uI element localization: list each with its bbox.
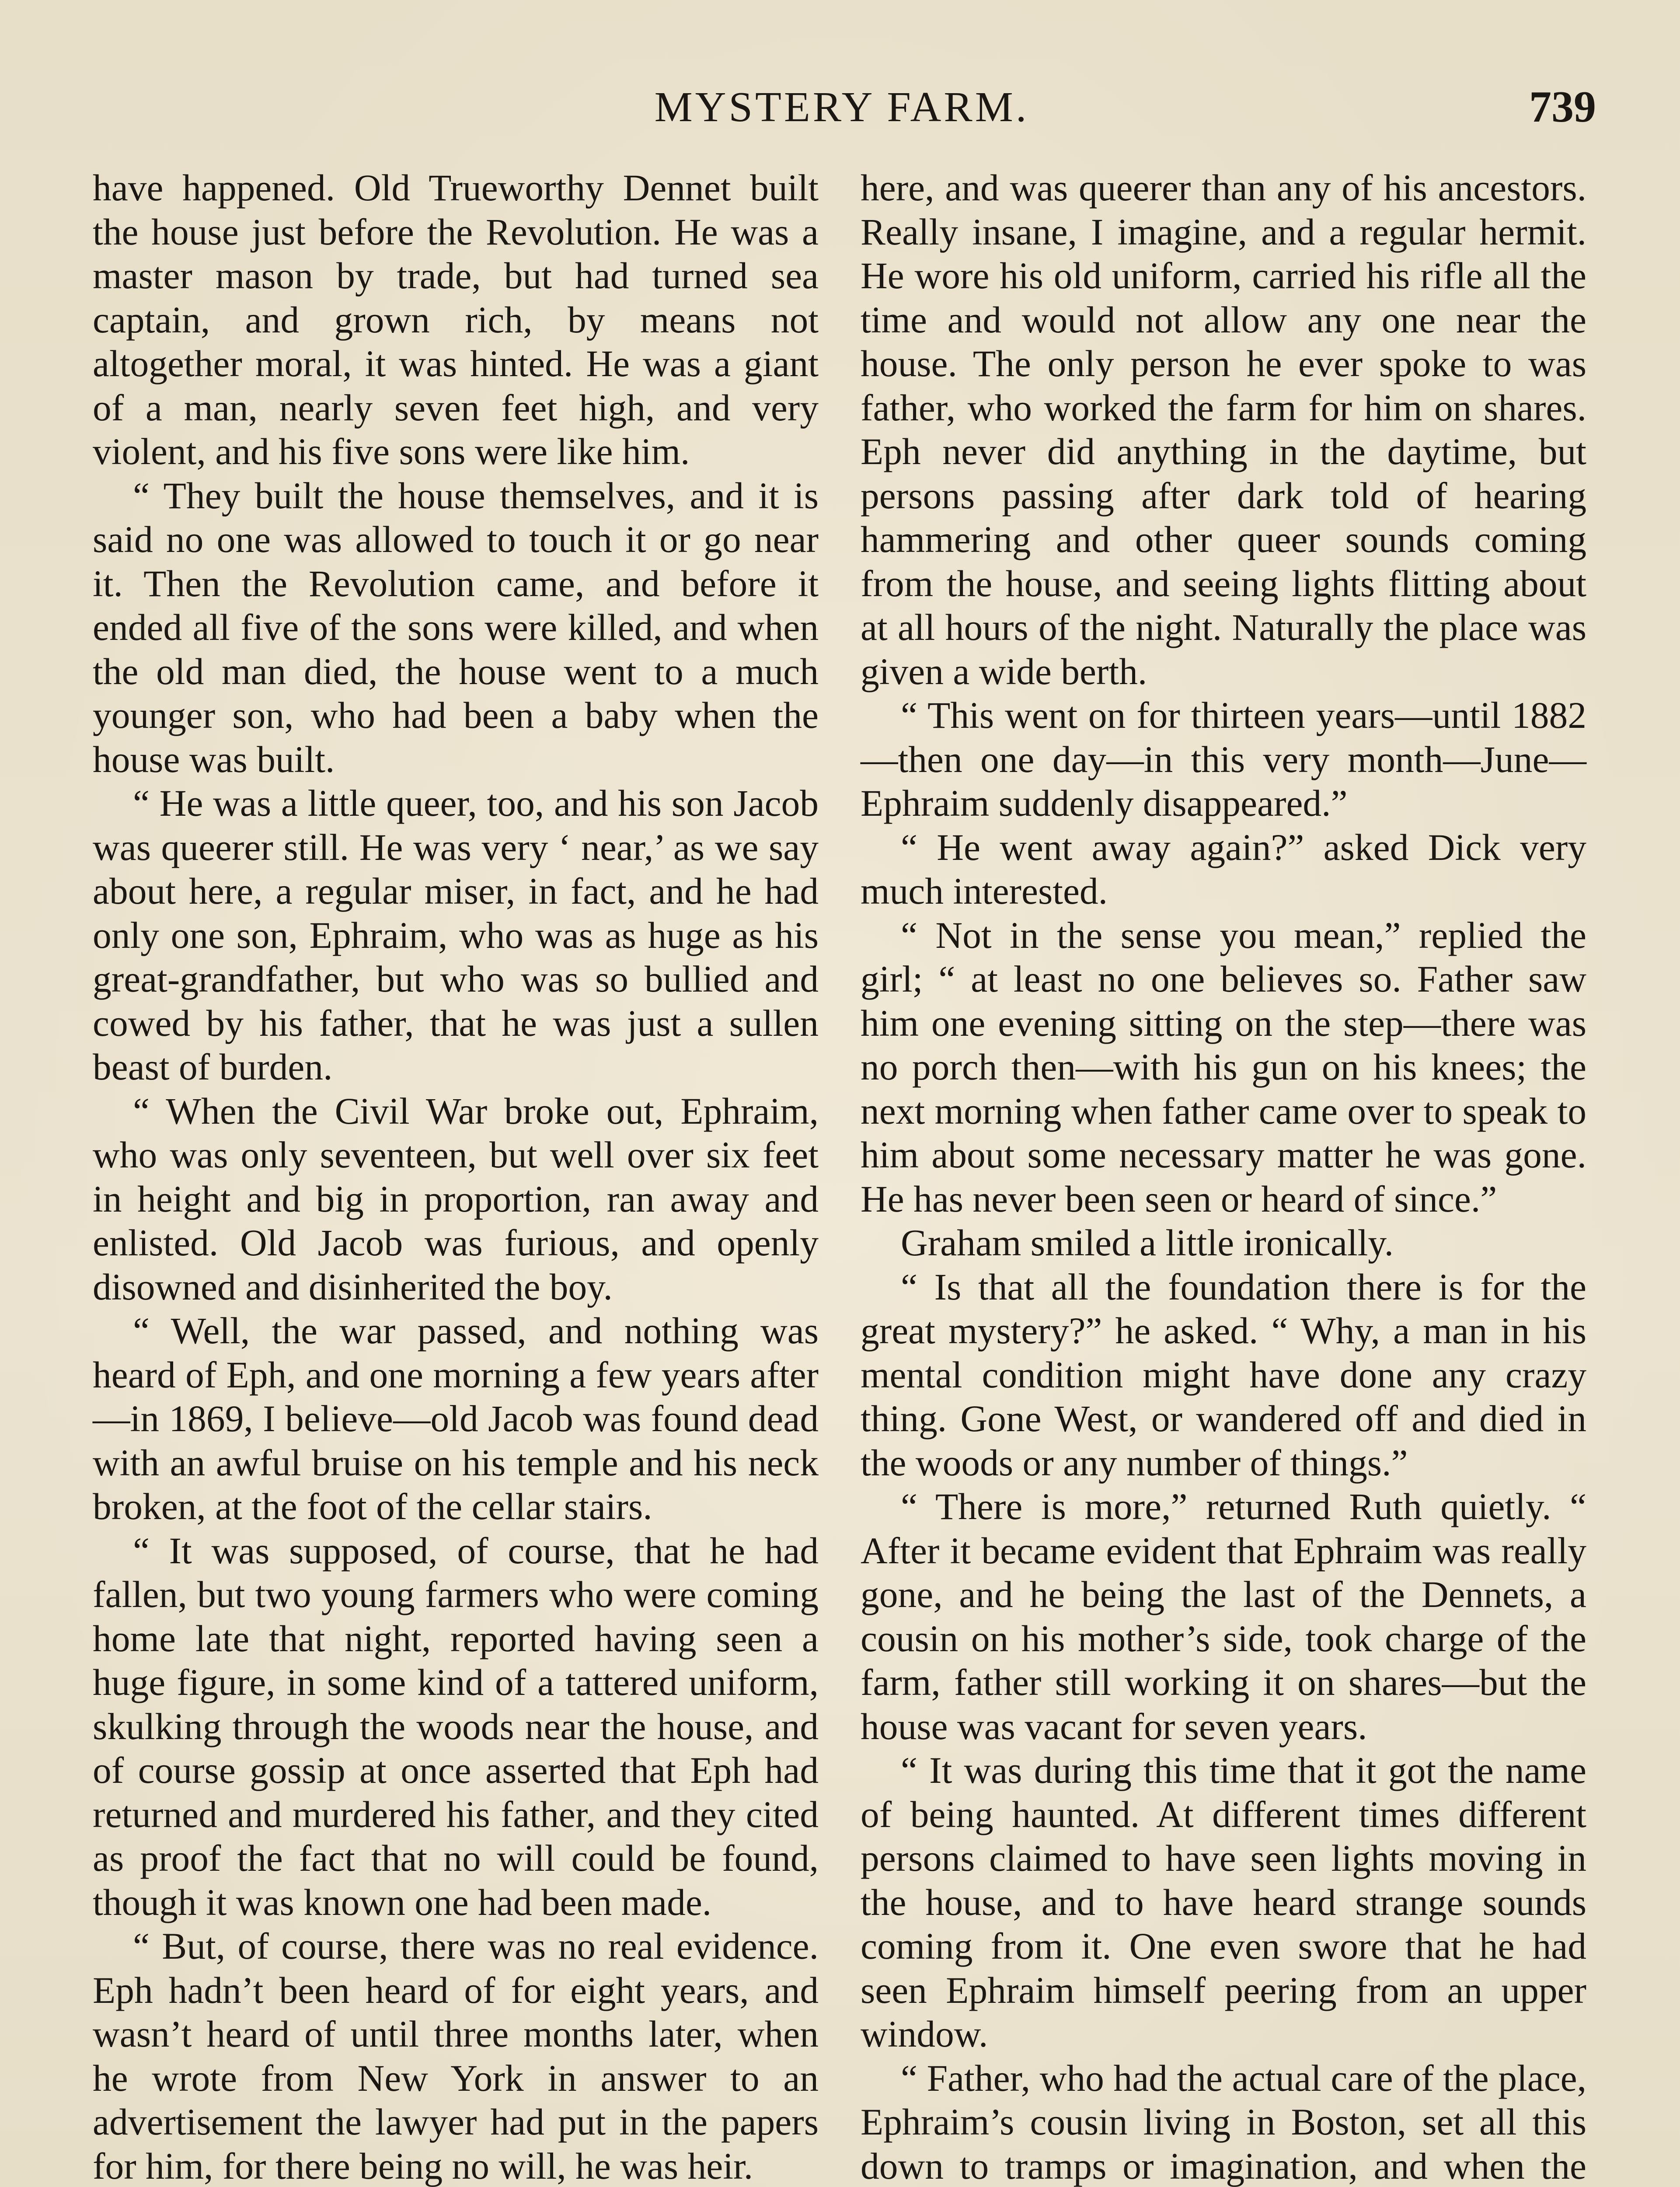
paragraph: Graham smiled a little ironically. [901,1223,1394,1264]
right-column [861,166,1586,2187]
paragraph: “ But, of course, there was no real evidence. Eph hadn’t been heard of for eight years, and wasn’t heard of until three months later, when he wrote from New York in answer to an advertisement the lawyer had put in the papers for him, for there being no will, he was heir. [93,1926,819,2187]
paragraph: “ He went away again?” asked Dick very much interested. [861,827,1586,912]
paragraph: “ They built the house themselves, and it is said no one was allowed to touch it or go near it. Then the Revolution came, and before it ended all five of the sons were killed, and when the old man died, the house went to a much younger son, who had been a baby when the house was built. [93,475,819,780]
paragraph: “ Well, the war passed, and nothing was heard of Eph, and one morning a few years after—in 1869, I believe—old Jacob was found dead with an awful bruise on his temple and his neck broken, at the foot of the cellar stairs. [93,1310,819,1527]
paragraph: here, and was queerer than any of his ancestors. Really insane, I imagine, and a regular hermit. He wore his old uniform, carried his rifle all the time and would not allow any one near the house. The only person he ever spoke to was father, who worked the farm for him on shares. Eph never did anything in the daytime, but persons passing after dark told of hearing hammering and other queer sounds coming from the house, and seeing lights flitting about at all hours of the night. Naturally the place was given a wide berth. [861,168,1586,692]
page-number: 739 [1529,82,1596,132]
paragraph: “ It was supposed, of course, that he had fallen, but two young farmers who were coming home late that night, reported having seen a huge figure, in some kind of a tattered uniform, skulking through the woods near the house, and of course gossip at once asserted that Eph had returned and murdered his father, and they cited as proof the fact that no will could be found, though it was known one had been made. [93,1530,819,1923]
paragraph: have happened. Old Trueworthy Dennet built the house just before the Revolution. He was a master mason by trade, but had turned sea captain, and grown rich, by means not altogether moral, it was hinted. He was a giant of a man, nearly seven feet high, and very violent, and his five sons were like him. [93,168,819,472]
paragraph: “ Father, who had the actual care of the place, Ephraim’s cousin living in Boston, set all this down to tramps or imagination, and when the [861,2058,1586,2187]
paragraph: “ Is that all the foundation there is for the great mystery?” he asked. “ Why, a man in his mental condition might have done any crazy thing. Gone West, or wandered off and died in the woods or any number of things.” [861,1266,1586,1484]
paragraph: “ There is more,” returned Ruth quietly. “ After it became evident that Ephraim was really gone, and he being the last of the Dennets, a cousin on his mother’s side, took charge of the farm, father still working it on shares—but the house was vacant for seven years. [861,1486,1586,1747]
paragraph: “ It was during this time that it got the name of being haunted. At different times different persons claimed to have seen lights moving in the house, and to have heard strange sounds coming from it. One even swore that he had seen Ephraim himself peering from an upper window. [861,1750,1586,2055]
paragraph: “ This went on for thirteen years—until 1882—then one day—in this very month—June—Ephraim suddenly disappeared.” [861,695,1586,824]
page-header [87,77,1596,138]
paragraph: “ Not in the sense you mean,” replied the girl; “ at least no one believes so. Father saw him one evening sitting on the step—there was no porch then—with his gun on his knees; the next morning when father came over to speak to him about some necessary matter he was gone. He has never been seen or heard of since.” [861,915,1586,1220]
paragraph: “ He was a little queer, too, and his son Jacob was queerer still. He was very ‘ near,’ as we say about here, a regular miser, in fact, and he had only one son, Ephraim, who was as huge as his great-grandfather, but who was so bullied and cowed by his father, that he was just a sullen beast of burden. [93,783,819,1088]
left-column [93,166,819,2187]
paragraph: “ When the Civil War broke out, Ephraim, who was only seventeen, but well over six feet in height and big in proportion, ran away and enlisted. Old Jacob was furious, and openly disowned and disinherited the boy. [93,1090,819,1308]
running-title: MYSTERY FARM. [654,84,1029,131]
